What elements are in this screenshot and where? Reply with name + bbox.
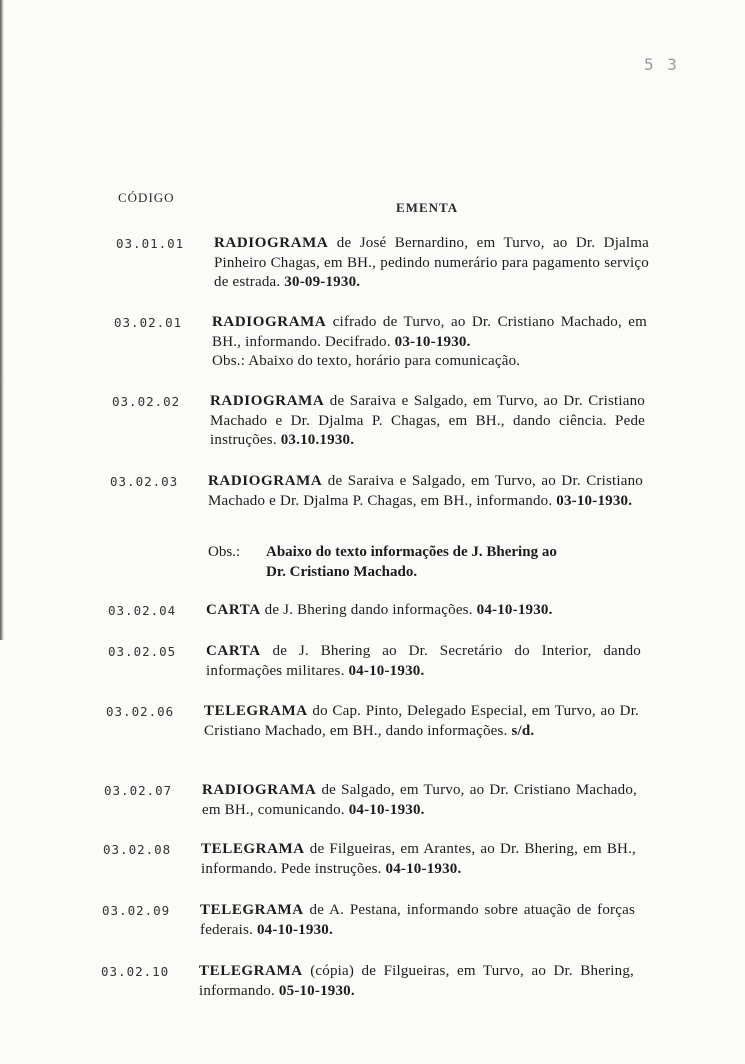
entry-03-02-04 bbox=[108, 601, 668, 621]
entry-03-02-03-obs bbox=[208, 543, 643, 582]
entry-date: 04-10-1930. bbox=[348, 662, 425, 679]
entry-code: 03.02.10 bbox=[101, 964, 170, 979]
entry-description: de Salgado, em Turvo, ao Dr. Cristiano Machado, em BH., comunicando. bbox=[202, 782, 637, 818]
entry-date: 04-10-1930. bbox=[348, 801, 425, 818]
entry-type: TELEGRAMA bbox=[200, 902, 304, 918]
entry-03-02-07 bbox=[104, 781, 664, 820]
entry-03-01-01 bbox=[116, 234, 676, 293]
entry-description: (cópia) de Filgueiras, em Turvo, ao Dr. Bhering, informando. bbox=[199, 963, 634, 999]
entry-description: de J. Bhering dando informações. bbox=[264, 602, 473, 618]
entry-date: s/d. bbox=[511, 722, 535, 739]
entry-03-02-08 bbox=[103, 840, 663, 879]
entry-type: CARTA bbox=[206, 643, 261, 659]
entry-date: 04-10-1930. bbox=[385, 860, 462, 877]
entry-type: RADIOGRAMA bbox=[214, 235, 329, 251]
entry-text bbox=[202, 781, 637, 820]
entry-type: TELEGRAMA bbox=[204, 703, 308, 719]
entry-obs: Obs.: Abaixo do texto, horário para comunicação. bbox=[212, 353, 521, 369]
entry-text bbox=[206, 601, 641, 621]
entry-03-02-03 bbox=[110, 472, 670, 511]
entry-type: RADIOGRAMA bbox=[212, 314, 327, 330]
obs-line-2: Dr. Cristiano Machado. bbox=[266, 563, 418, 580]
entry-date: 05-10-1930. bbox=[278, 982, 355, 999]
entry-code: 03.02.07 bbox=[104, 783, 173, 798]
code-column-header: CÓDIGO bbox=[118, 190, 175, 205]
entry-03-02-02 bbox=[112, 392, 672, 451]
entry-code: 03.02.02 bbox=[112, 394, 181, 409]
entry-03-02-01 bbox=[114, 313, 674, 372]
entry-description: do Cap. Pinto, Delegado Especial, em Turvo, ao Dr. Cristiano Machado, em BH., dando informações. bbox=[204, 703, 640, 739]
entry-type: TELEGRAMA bbox=[201, 841, 305, 857]
obs-label: Obs.: bbox=[208, 544, 241, 560]
entry-type: TELEGRAMA bbox=[199, 963, 303, 979]
entry-code: 03.02.08 bbox=[103, 842, 172, 857]
entry-code: 03.02.01 bbox=[114, 315, 183, 330]
entry-description: de Filgueiras, em Arantes, ao Dr. Bhering, em BH., informando. Pede instruções. bbox=[201, 841, 636, 877]
ementa-column-header: EMENTA bbox=[396, 200, 459, 215]
entry-text bbox=[212, 313, 647, 372]
entry-03-02-09 bbox=[102, 901, 662, 940]
entry-text bbox=[200, 901, 635, 940]
entry-description: de Saraiva e Salgado, em Turvo, ao Dr. Cristiano Machado e Dr. Djalma P. Chagas, em BH., informando. bbox=[208, 473, 644, 509]
entry-text bbox=[208, 472, 643, 511]
entry-type: RADIOGRAMA bbox=[210, 393, 325, 409]
entry-type: CARTA bbox=[206, 602, 261, 618]
entry-code: 03.02.03 bbox=[110, 474, 179, 489]
entry-date: 04-10-1930. bbox=[256, 921, 333, 938]
entry-type: RADIOGRAMA bbox=[202, 782, 317, 798]
entry-date: 03-10-1930. bbox=[394, 333, 471, 350]
entry-03-02-05 bbox=[108, 642, 668, 681]
entry-description: de A. Pestana, informando sobre atuação de forças federais. bbox=[200, 902, 636, 938]
entry-date: 30-09-1930. bbox=[284, 274, 361, 290]
entry-code: 03.02.05 bbox=[108, 644, 177, 659]
entry-description: de José Bernardino, em Turvo, ao Dr. Djalma Pinheiro Chagas, em BH., pedindo numerário para pagamento serviço de estrada. bbox=[214, 235, 650, 290]
page-number: 5 3 bbox=[644, 55, 679, 74]
entry-description: de Saraiva e Salgado, em Turvo, ao Dr. Cristiano Machado e Dr. Djalma P. Chagas, em BH., dando ciência. Pede instruções. bbox=[210, 393, 646, 448]
entry-03-02-06 bbox=[106, 702, 666, 741]
entry-text bbox=[210, 392, 645, 451]
entry-code: 03.02.06 bbox=[106, 704, 175, 719]
entry-code: 03.02.09 bbox=[102, 903, 171, 918]
entry-text bbox=[206, 642, 641, 681]
obs-line-1: Abaixo do texto informações de J. Bhering ao bbox=[266, 544, 557, 560]
entry-date: 03-10-1930. bbox=[556, 492, 633, 509]
entry-text bbox=[204, 702, 639, 741]
entry-description: de J. Bhering ao Dr. Secretário do Interior, dando informações militares. bbox=[206, 643, 642, 679]
entry-text bbox=[201, 840, 636, 879]
entry-type: RADIOGRAMA bbox=[208, 473, 323, 489]
entry-date: 04-10-1930. bbox=[476, 602, 553, 618]
entry-code: 03.02.04 bbox=[108, 603, 177, 618]
entry-03-02-10 bbox=[101, 962, 661, 1001]
entry-date: 03.10.1930. bbox=[280, 432, 355, 448]
scan-edge bbox=[0, 0, 4, 640]
entry-text bbox=[214, 234, 649, 293]
entry-text bbox=[199, 962, 634, 1001]
entry-code: 03.01.01 bbox=[116, 236, 185, 251]
entry-description: cifrado de Turvo, ao Dr. Cristiano Machado, em BH., informando. Decifrado. bbox=[212, 314, 647, 350]
